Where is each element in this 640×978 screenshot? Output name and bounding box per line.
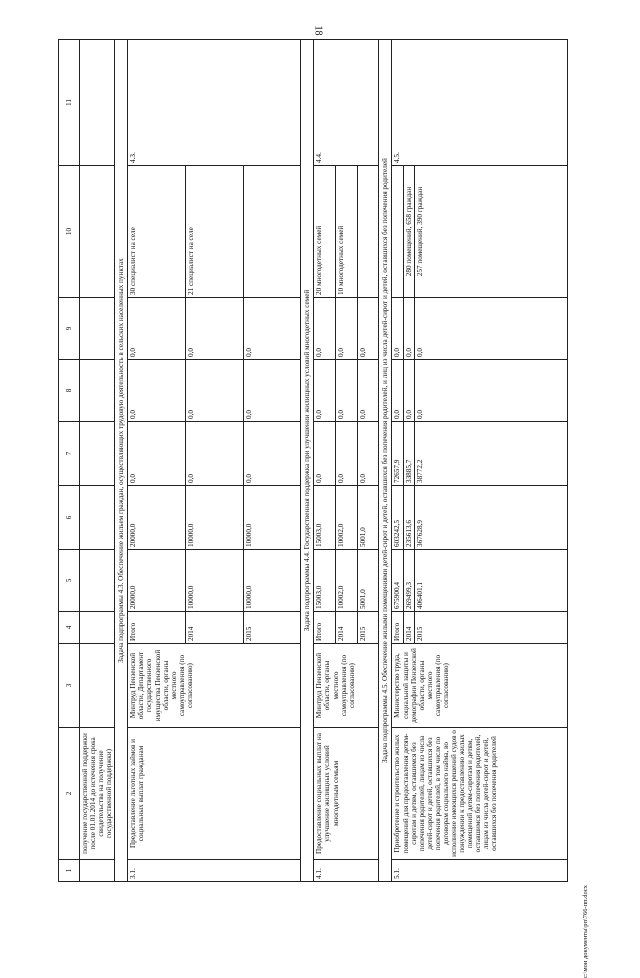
col-head-3: 3: [59, 644, 80, 728]
regional-cell: 5001,0: [357, 486, 379, 550]
rotated-table-container: [58, 40, 617, 882]
col-head-7: 7: [59, 422, 80, 486]
year-cell: Итого: [314, 612, 336, 644]
year-cell: Итого: [128, 612, 186, 644]
other-cell: 0,0: [243, 298, 301, 360]
col-head-1: 1: [59, 860, 80, 882]
regional-cell: 15003,0: [314, 486, 336, 550]
indicator-cell: 21 специалист на селе: [185, 166, 243, 298]
local-cell: 0,0: [185, 360, 243, 422]
total-cell: 15003,0: [314, 550, 336, 612]
continuation-text: получение государственной поддержки после 01.01.2014 до истечения срока свидетельства на получение государственной поддержки): [80, 728, 115, 860]
activity-name: Предоставление социальных выплат на улучшение жилищных условий многодетным семьям: [314, 728, 379, 860]
local-cell: 0,0: [243, 360, 301, 422]
col-head-8: 8: [59, 360, 80, 422]
regional-cell: 235613,6: [403, 486, 414, 550]
regional-cell: 20000,0: [128, 486, 186, 550]
col-head-2: 2: [59, 728, 80, 860]
federal-cell: 38772,2: [414, 422, 567, 486]
program-table: [58, 39, 568, 882]
federal-cell: 0,0: [243, 422, 301, 486]
federal-cell: 0,0: [128, 422, 186, 486]
other-cell: 0,0: [392, 298, 403, 360]
federal-cell: 0,0: [336, 422, 358, 486]
federal-cell: 0,0: [185, 422, 243, 486]
local-cell: 0,0: [357, 360, 379, 422]
total-cell: 10000,0: [185, 550, 243, 612]
local-cell: 0,0: [392, 360, 403, 422]
activity-name: Приобретение и строительство жилых помещений для предоставления детям-сиротам и детям, оставшимся без попечения родителей, лицам из числа детей-сирот и детей, оставшихся без попечения родителей, в том числе по договорам социального найма, во исполнение имеющихся решений судов о понуждении к предоставлению жилых помещений детям-сиротам и детям, оставшимся без попечения родителей, лицам из числа детей-сирот и детей, оставшихся без попечения родителей: [392, 728, 567, 860]
task-4-4-header: Задача подпрограммы 4.4. Государственная поддержка при улучшении жилищных условий многодетных семей: [301, 40, 314, 882]
federal-cell: 33885,7: [403, 422, 414, 486]
local-cell: 0,0: [128, 360, 186, 422]
indicator-cell: [243, 166, 301, 298]
other-cell: 0,0: [128, 298, 186, 360]
executor: Минтруд Пензенской области, органы местного самоуправления (по согласованию): [314, 644, 379, 728]
col-head-5: 5: [59, 550, 80, 612]
indicator-cell: [392, 166, 403, 298]
federal-cell: 0,0: [314, 422, 336, 486]
executor: Министерство труда, социальной защиты и демографии Пензенской области, органы местного самоуправления (по согласованию): [392, 644, 567, 728]
task-ref: 4.4.: [314, 40, 379, 166]
file-path-footer: c:\мои документы\рп\766-пп.docx: [582, 885, 589, 978]
task-ref: 4.3.: [128, 40, 301, 166]
other-cell: 0,0: [403, 298, 414, 360]
other-cell: 0,0: [336, 298, 358, 360]
federal-cell: 0,0: [357, 422, 379, 486]
year-cell: 2014: [336, 612, 358, 644]
regional-cell: 10002,0: [336, 486, 358, 550]
total-cell: 10000,0: [243, 550, 301, 612]
table-row: [314, 40, 336, 882]
task-4-3-header: Задача подпрограммы 4.3. Обеспечение жильем граждан, осуществляющих трудовую деятельность в сельских населенных пунктах: [115, 40, 128, 882]
table-row: [392, 40, 403, 882]
other-cell: 0,0: [314, 298, 336, 360]
column-number-row: [59, 40, 80, 882]
regional-cell: 603242,5: [392, 486, 403, 550]
indicator-cell: 280 помещений, 658 граждан: [403, 166, 414, 298]
indicator-cell: 20 многодетных семей: [314, 166, 336, 298]
total-cell: 406401,1: [414, 550, 567, 612]
col-head-10: 10: [59, 166, 80, 298]
local-cell: 0,0: [403, 360, 414, 422]
year-cell: 2015: [357, 612, 379, 644]
other-cell: 0,0: [357, 298, 379, 360]
indicator-cell: 257 помещений, 390 граждан: [414, 166, 567, 298]
regional-cell: 10000,0: [185, 486, 243, 550]
year-cell: Итого: [392, 612, 403, 644]
local-cell: 0,0: [414, 360, 567, 422]
table-row: [128, 40, 186, 882]
row-num: 5.1.: [392, 860, 567, 882]
regional-cell: 10000,0: [243, 486, 301, 550]
total-cell: 10002,0: [336, 550, 358, 612]
local-cell: 0,0: [314, 360, 336, 422]
indicator-cell: [357, 166, 379, 298]
year-cell: 2014: [185, 612, 243, 644]
other-cell: 0,0: [414, 298, 567, 360]
total-cell: 5001,0: [357, 550, 379, 612]
col-head-4: 4: [59, 612, 80, 644]
indicator-cell: 30 специалист на селе: [128, 166, 186, 298]
other-cell: 0,0: [185, 298, 243, 360]
total-cell: 20000,0: [128, 550, 186, 612]
total-cell: 269499,3: [403, 550, 414, 612]
task-ref: 4.5.: [392, 40, 567, 166]
col-head-9: 9: [59, 298, 80, 360]
year-cell: 2014: [403, 612, 414, 644]
page-number: 18: [312, 25, 324, 36]
executor: Минтруд Пензенской области, Департамент государственного имущества Пензенской области, органы местного самоуправления (по согласованию): [128, 644, 301, 728]
continuation-row: [80, 40, 115, 882]
local-cell: 0,0: [336, 360, 358, 422]
col-head-6: 6: [59, 486, 80, 550]
task-4-5-header: Задача подпрограммы 4.5. Обеспечение жилыми помещениями детей-сирот и детей, оставшихся без попечения родителей, и лиц из числа детей-сирот и детей, оставшихся без попечения родителей: [379, 40, 392, 882]
total-cell: 675900,4: [392, 550, 403, 612]
federal-cell: 72657,9: [392, 422, 403, 486]
year-cell: 2015: [414, 612, 567, 644]
activity-name: Предоставление льготных займов и социальных выплат гражданам: [128, 728, 301, 860]
year-cell: 2015: [243, 612, 301, 644]
indicator-cell: 10 многодетных семей: [336, 166, 358, 298]
regional-cell: 367628,9: [414, 486, 567, 550]
row-num: 4.1.: [314, 860, 379, 882]
row-num: 3.1.: [128, 860, 301, 882]
col-head-11: 11: [59, 40, 80, 166]
